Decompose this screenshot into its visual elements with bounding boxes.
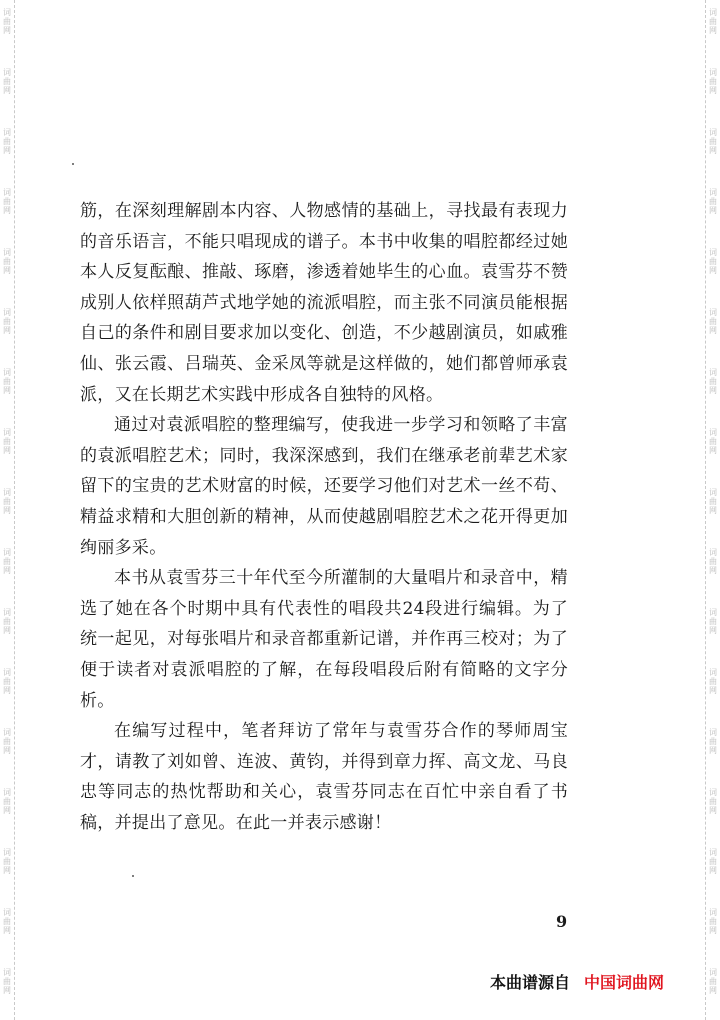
watermark-label-left: 词曲网 — [3, 548, 11, 575]
watermark-label-right: 词曲网 — [709, 668, 717, 695]
watermark-label-right: 词曲网 — [709, 188, 717, 215]
watermark-label-left: 词曲网 — [3, 728, 11, 755]
watermark-label-left: 词曲网 — [3, 8, 11, 35]
watermark-label-left: 词曲网 — [3, 848, 11, 875]
watermark-label-left: 词曲网 — [3, 908, 11, 935]
paragraph-2: 通过对袁派唱腔的整理编写，使我进一步学习和领略了丰富的袁派唱腔艺术；同时，我深深感到，我们在继承老前辈艺术家留下的宝贵的艺术财富的时候，还要学习他们对艺术一丝不苟、精益求精和大胆创新的精神，从而使越剧唱腔艺术之花开得更加绚丽多采。 — [80, 415, 568, 558]
watermark-label-left: 词曲网 — [3, 428, 11, 455]
source-site-link[interactable]: 中国词曲网 — [584, 973, 665, 992]
source-footer — [490, 970, 664, 993]
paragraph-4: 在编写过程中，笔者拜访了常年与袁雪芬合作的琴师周宝才，请教了刘如曾、连波、黄钧，并得到章力挥、高文龙、马良忠等同志的热忱帮助和关心，袁雪芬同志在百忙中亲自看了书稿，并提出了意见。在此一并表示感谢！ — [80, 721, 568, 833]
watermark-label-right: 词曲网 — [709, 968, 717, 995]
paragraph-1: 筋，在深刻理解剧本内容、人物感情的基础上，寻找最有表现力的音乐语言，不能只唱现成的谱子。本书中收集的唱腔都经过她本人反复酝酿、推敲、琢磨，渗透着她毕生的心血。袁雪芬不赞成别人依样照葫芦式地学她的流派唱腔，而主张不同演员能根据自己的条件和剧目要求加以变化、创造，不少越剧演员，如戚雅仙、张云霞、吕瑞英、金采凤等就是这样做的，她们都曾师承袁派，又在长期艺术实践中形成各自独特的风格。 — [80, 201, 568, 405]
watermark-label-left: 词曲网 — [3, 188, 11, 215]
watermark-label-left: 词曲网 — [3, 488, 11, 515]
source-label: 本曲谱源自 — [490, 973, 571, 992]
watermark-label-right: 词曲网 — [709, 848, 717, 875]
watermark-label-right: 词曲网 — [709, 68, 717, 95]
scan-speck — [72, 163, 74, 165]
watermark-label-right: 词曲网 — [709, 788, 717, 815]
watermark-label-left: 词曲网 — [3, 788, 11, 815]
watermark-label-left: 词曲网 — [3, 968, 11, 995]
watermark-label-left: 词曲网 — [3, 368, 11, 395]
watermark-label-left: 词曲网 — [3, 608, 11, 635]
watermark-label-right: 词曲网 — [709, 248, 717, 275]
watermark-label-right: 词曲网 — [709, 428, 717, 455]
watermark-label-right: 词曲网 — [709, 128, 717, 155]
watermark-label-right: 词曲网 — [709, 308, 717, 335]
watermark-label-left: 词曲网 — [3, 128, 11, 155]
watermark-label-right: 词曲网 — [709, 608, 717, 635]
watermark-label-left: 词曲网 — [3, 248, 11, 275]
watermark-label-right: 词曲网 — [709, 488, 717, 515]
page-number: 9 — [556, 912, 568, 931]
watermark-label-right: 词曲网 — [709, 8, 717, 35]
scan-speck — [132, 875, 134, 877]
preface-text-block — [80, 196, 568, 838]
watermark-label-left: 词曲网 — [3, 68, 11, 95]
watermark-label-left: 词曲网 — [3, 668, 11, 695]
watermark-label-right: 词曲网 — [709, 728, 717, 755]
watermark-label-right: 词曲网 — [709, 548, 717, 575]
watermark-label-right: 词曲网 — [709, 908, 717, 935]
watermark-label-right: 词曲网 — [709, 368, 717, 395]
watermark-label-left: 词曲网 — [3, 308, 11, 335]
paragraph-3: 本书从袁雪芬三十年代至今所灌制的大量唱片和录音中，精选了她在各个时期中具有代表性的唱段共24段进行编辑。为了统一起见，对每张唱片和录音都重新记谱，并作再三校对；为了便于读者对袁派唱腔的了解，在每段唱段后附有简略的文字分析。 — [80, 568, 568, 711]
